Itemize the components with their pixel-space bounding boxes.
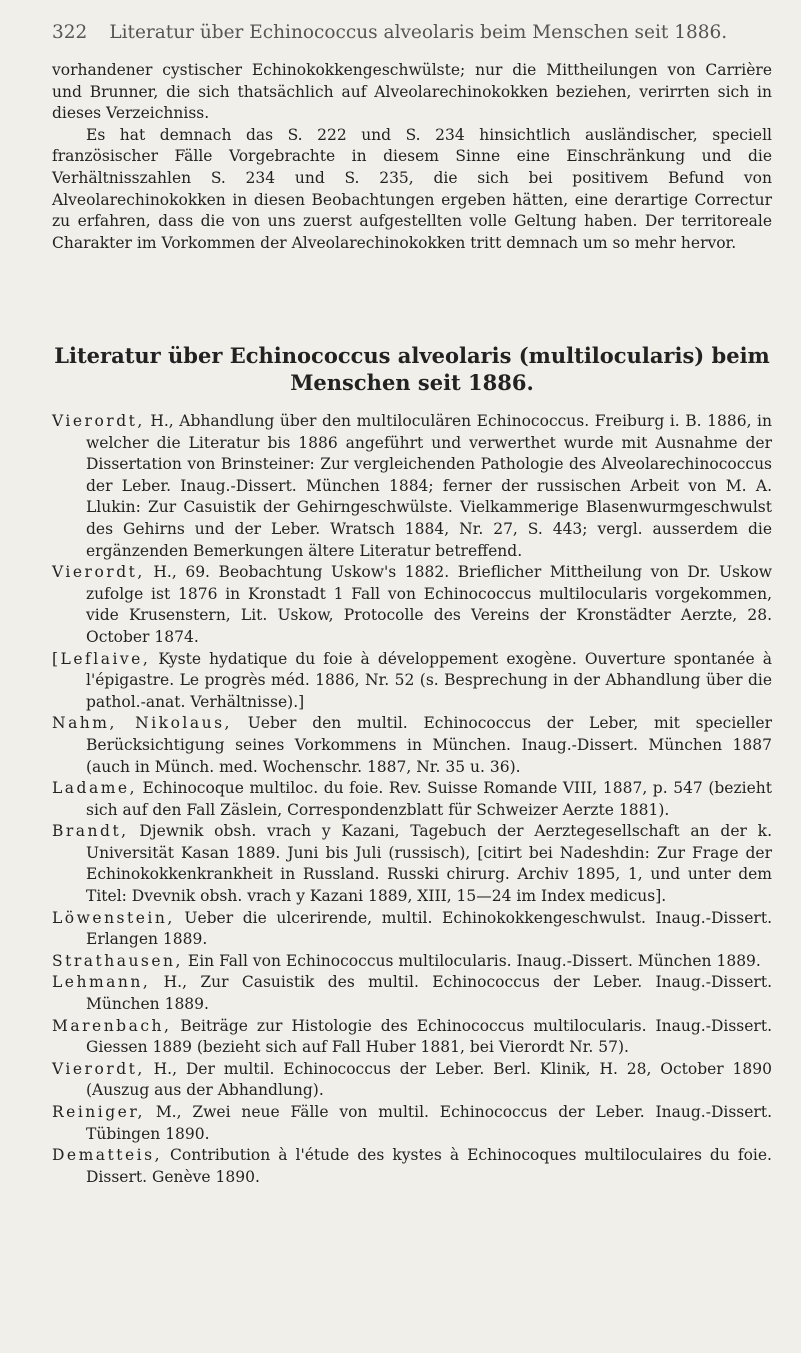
reference-author: Vierordt, <box>52 563 145 582</box>
reference-entry <box>52 1016 772 1059</box>
running-title: Literatur über Echinococcus alveolaris beim Menschen seit 1886. <box>109 22 728 43</box>
section-title-line: Literatur über Echinococcus alveolaris (multilocularis) beim <box>54 343 770 368</box>
reference-text: H., Der multil. Echinococcus der Leber. Berl. Klinik, H. 28, October 1890 (Auszug aus der Abhandlung). <box>86 1059 772 1100</box>
reference-list <box>52 411 772 1188</box>
reference-entry <box>52 821 772 907</box>
reference-entry <box>52 972 772 1015</box>
intro-text <box>52 60 772 254</box>
reference-author: Marenbach, <box>52 1016 172 1035</box>
reference-text: Kyste hydatique du foie à développement exogène. Ouverture spontanée à l'épigastre. Le progrès méd. 1886, Nr. 52 (s. Besprechung in der Abhandlung über die pathol.-anat. Verhältnisse).] <box>86 649 772 711</box>
reference-author: Strathausen, <box>52 951 183 970</box>
reference-text: Contribution à l'étude des kystes à Echinocoques multiloculaires du foie. Dissert. Genève 1890. <box>86 1146 772 1186</box>
reference-text: H., Abhandlung über den multiloculären Echinococcus. Freiburg i. B. 1886, in welcher die Literatur bis 1886 angeführt und verwerthet wurde mit Ausnahme der Dissertation von Brinsteiner: Zur vergleichenden Pathologie des Alveolarechinococcus der Leber. Inaug.-Dissert. München 1884; ferner der russischen Arbeit von M. A. Llukin: Zur Casuistik der Gehirngeschwülste. Vielkammerige Blasenwurmgeschwulst des Gehirns und der Leber. Wratsch 1884, Nr. 27, S. 443; vergl. ausserdem die ergänzenden Bemerkungen ältere Literatur betreffend. <box>86 412 772 560</box>
reference-text: Djewnik obsh. vrach y Kazani, Tagebuch der Aerztegesellschaft an der k. Universität Kasan 1889. Juni bis Juli (russisch), [citirt bei Nadeshdin: Zur Frage der Echinokokkenkrankheit in Russland. Russki chirurg. Archiv 1895, 1, und unter dem Titel: Dvevnik obsh. vrach y Kazani 1889, XIII, 15—24 im Index medicus]. <box>86 822 772 906</box>
reference-author: Vierordt, <box>52 1059 145 1078</box>
page-header <box>52 22 772 43</box>
reference-entry <box>52 1059 772 1102</box>
reference-entry <box>52 908 772 951</box>
reference-author: Ladame, <box>52 779 137 798</box>
intro-paragraph: vorhandener cystischer Echinokokkengeschwülste; nur die Mittheilungen von Carrière und Brunner, die sich thatsächlich auf Alveolarechinokokken beziehen, verirrten sich in dieses Verzeichniss. <box>52 61 772 123</box>
reference-text: H., Zur Casuistik des multil. Echinococcus der Leber. Inaug.-Dissert. München 1889. <box>86 973 772 1014</box>
reference-text: Beiträge zur Histologie des Echinococcus multilocularis. Inaug.-Dissert. Giessen 1889 (bezieht sich auf Fall Huber 1881, bei Vierordt Nr. 57). <box>86 1016 772 1057</box>
reference-author: Nahm, Nikolaus, <box>52 714 232 733</box>
reference-author: Reiniger, <box>52 1103 145 1121</box>
reference-text: Echinocoque multiloc. du foie. Rev. Suisse Romande VIII, 1887, p. 547 (bezieht sich auf den Fall Zäslein, Correspondenzblatt für Schweizer Aerzte 1881). <box>86 779 772 819</box>
reference-text: Ueber die ulcerirende, multil. Echinokokkengeschwulst. Inaug.-Dissert. Erlangen 1889. <box>86 908 772 949</box>
reference-entry <box>52 713 772 778</box>
page-number: 322 <box>52 22 88 43</box>
reference-entry <box>52 951 772 973</box>
reference-text: Ueber den multil. Echinococcus der Leber, mit specieller Berücksichtigung seines Vorkommens in München. Inaug.-Dissert. München 1887 (auch in Münch. med. Wochenschr. 1887, Nr. 35 u. 36). <box>86 714 772 776</box>
reference-text: M., Zwei neue Fälle von multil. Echinococcus der Leber. Inaug.-Dissert. Tübingen 1890. <box>86 1103 772 1143</box>
reference-text: Ein Fall von Echinococcus multilocularis. Inaug.-Dissert. München 1889. <box>182 951 761 970</box>
intro-paragraph: Es hat demnach das S. 222 und S. 234 hinsichtlich ausländischer, speciell französischer Fälle Vorgebrachte in diesem Sinne eine Einschränkung und die Verhältnisszahlen S. 234 und S. 235, die sich bei positivem Befund von Alveolarechinokokken in diesen Beobachtungen ergeben hätten, eine derartige Correctur zu erfahren, dass die von uns zuerst aufgestellten volle Geltung haben. Der territoreale Charakter im Vorkommen der Alveolarechinokokken tritt demnach um so mehr hervor. <box>52 125 772 252</box>
reference-author: Löwenstein, <box>52 908 175 927</box>
reference-author: Vierordt, <box>52 412 145 430</box>
reference-author: [Leflaive, <box>52 649 151 668</box>
reference-entry <box>52 778 772 821</box>
reference-entry <box>52 1102 772 1145</box>
section-title-line: Menschen seit 1886. <box>290 370 534 395</box>
reference-entry <box>52 562 772 648</box>
reference-entry <box>52 411 772 562</box>
reference-entry <box>52 1145 772 1188</box>
reference-entry <box>52 649 772 714</box>
reference-author: Dematteis, <box>52 1146 163 1165</box>
reference-text: H., 69. Beobachtung Uskow's 1882. Brieflicher Mittheilung von Dr. Uskow zufolge ist 1876 in Kronstadt 1 Fall von Echinococcus multilocularis vorgekommen, vide Krusenstern, Lit. Uskow, Protocolle des Vereins der Kronstädter Aerzte, 28. October 1874. <box>86 563 772 646</box>
reference-author: Lehmann, <box>52 973 151 992</box>
section-title <box>52 342 772 396</box>
reference-author: Brandt, <box>52 822 129 841</box>
